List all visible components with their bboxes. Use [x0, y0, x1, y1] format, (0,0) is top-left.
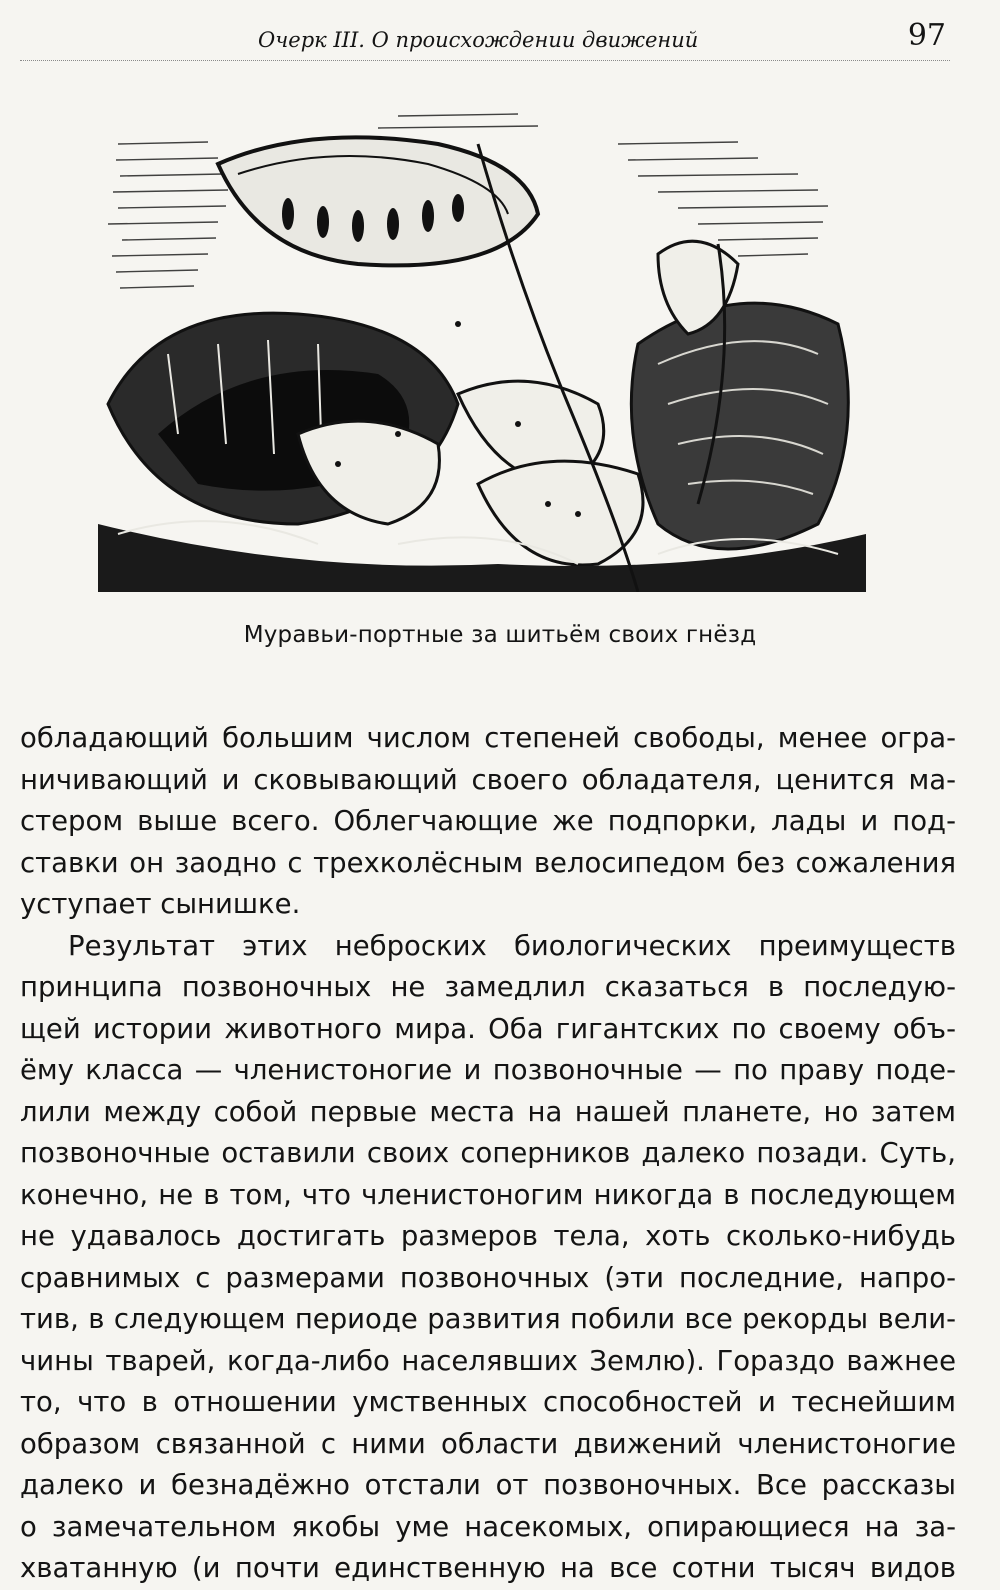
text-line: ёму класса — членистоногие и позвоночные — по праву поде- — [20, 1054, 956, 1086]
page-number: 97 — [907, 18, 946, 53]
text-line: конечно, не в том, что членистоногим никогда в последующем — [20, 1178, 956, 1211]
text-line: ничивающий и сковывающий своего обладателя, ценится ма- — [20, 763, 956, 796]
text-line: хватанную (и почти единственную на все сотни тысяч видов — [20, 1552, 956, 1584]
text-line: позвоночные оставили своих соперников далеко позади. Суть, — [20, 1137, 956, 1169]
running-head: Очерк III. О происхождении движений — [258, 28, 699, 52]
text-line: образом связанной с ними области движений членистоногие — [20, 1427, 956, 1460]
page-header — [20, 14, 950, 61]
text-line: лили между собой первые места на нашей планете, но затем — [20, 1095, 956, 1128]
ant-nest-illustration — [98, 104, 866, 592]
text-line: о замечательном якобы уме насекомых, опирающиеся на за- — [20, 1510, 956, 1543]
text-line: то, что в отношении умственных способностей и теснейшим — [20, 1386, 956, 1418]
text-line: ставки он заодно с трехколёсным велосипедом без сожаления — [20, 846, 956, 879]
text-line: чины тварей, когда-либо населявших Землю). Гораздо важнее — [20, 1344, 956, 1377]
text-line: тив, в следующем периоде развития побили все рекорды вели- — [20, 1303, 956, 1335]
text-line: сравнимых с размерами позвоночных (эти последние, напро- — [20, 1261, 956, 1294]
text-line: далеко и безнадёжно отстали от позвоночных. Все рассказы — [20, 1469, 956, 1501]
figure-caption: Муравьи-портные за шитьём своих гнёзд — [243, 622, 757, 648]
text-line: уступает сынишке. — [20, 888, 301, 920]
text-line: стером выше всего. Облегчающие же подпорки, лады и под- — [20, 805, 956, 837]
text-line: Результат этих неброских биологических преимуществ — [68, 929, 956, 962]
text-line: принципа позвоночных не замедлил сказаться в последую- — [20, 971, 956, 1003]
text-line: не удавалось достигать размеров тела, хоть сколько-нибудь — [20, 1220, 956, 1252]
text-line: щей истории животного мира. Оба гигантских по своему объ- — [20, 1012, 956, 1045]
body-text — [20, 718, 956, 1590]
text-line: обладающий большим числом степеней свободы, менее огра- — [20, 722, 956, 754]
